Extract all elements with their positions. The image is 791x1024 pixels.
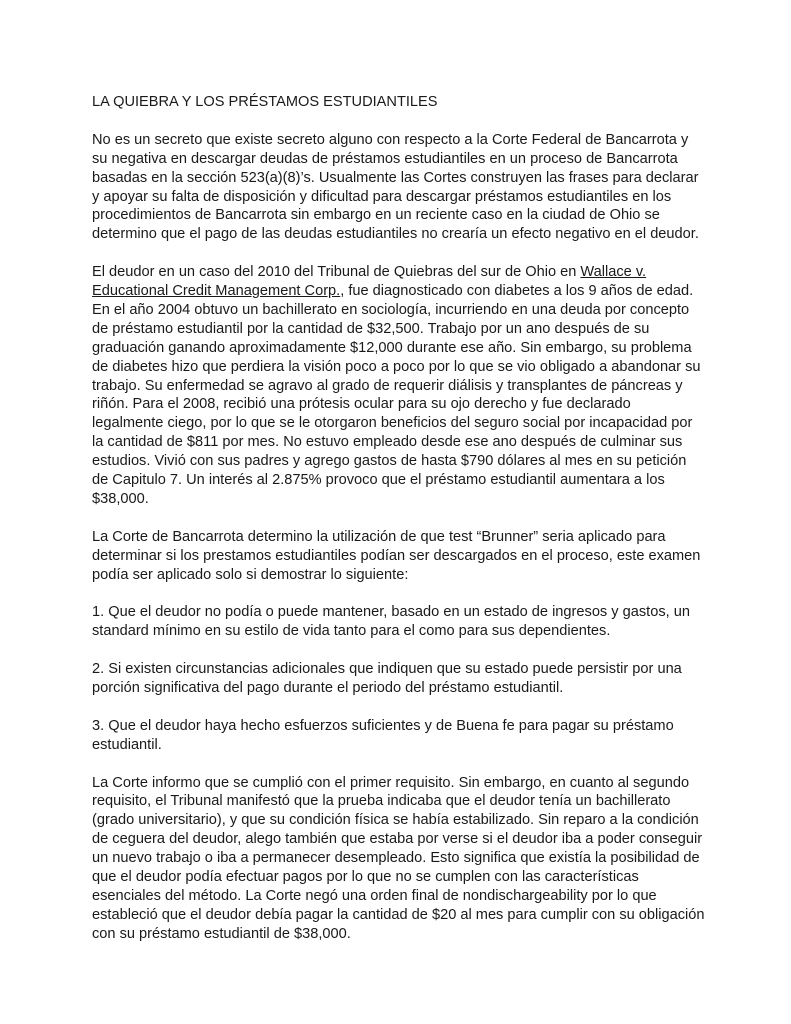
paragraph-case-lead: El deudor en un caso del 2010 del Tribunal de Quiebras del sur de Ohio en xyxy=(92,264,581,281)
paragraph-brunner-test: La Corte de Bancarrota determino la utilización de que test “Brunner” seria aplicado para determinar si los prestamos estudiantiles podían ser descargados en el proceso, este examen podía ser aplicado solo si demostrar lo siguiente: xyxy=(92,528,701,583)
document-title: LA QUIEBRA Y LOS PRÉSTAMOS ESTUDIANTILES xyxy=(92,94,438,110)
requirement-item-1: 1. Que el deudor no podía o puede mantener, basado en un estado de ingresos y gastos, un standard mínimo en su estilo de vida tanto para el como para sus dependientes. xyxy=(92,604,690,640)
case-citation-link[interactable]: Wallace v. Educational Credit Management Corp. xyxy=(92,264,647,300)
paragraph-court-ruling: La Corte informo que se cumplió con el primer requisito. Sin embargo, en cuanto al segundo requisito, el Tribunal manifestó que la prueba indicaba que el deudor tenía un bachillerato (grado universitario), y que su condición física se había estabilizado. Sin reparo a la condición de ceguera del deudor, alego también que estaba por verse si el deudor iba a poder conseguir un nuevo trabajo o iba a permanecer desempleado. Esto significa que existía la posibilidad de que el deudor podía efectuar pagos por lo que no se cumplen con las características esenciales del método. La Corte negó una orden final de nondischargeability por lo que estableció que el deudor debía pagar la cantidad de $20 al mes para cumplir con su obligación con su préstamo estudiantil de $38,000. xyxy=(92,774,705,942)
requirement-item-3: 3. Que el deudor haya hecho esfuerzos suficientes y de Buena fe para pagar su préstamo estudiantil. xyxy=(92,717,674,753)
paragraph-intro: No es un secreto que existe secreto alguno con respecto a la Corte Federal de Bancarrota y su negativa en descargar deudas de préstamos estudiantiles en un proceso de Bancarrota basadas en la sección 523(a)(8)’s. Usualmente las Cortes construyen las frases para declarar y apoyar su falta de disposición y dificultad para descargar préstamos estudiantiles en los procedimientos de Bancarrota sin embargo en un reciente caso en la ciudad de Ohio se determino que el pago de las deudas estudiantiles no crearía un efecto negativo en el deudor. xyxy=(92,131,699,243)
paragraph-case-body: , fue diagnosticado con diabetes a los 9 años de edad. En el año 2004 obtuvo un bachillerato en sociología, incurriendo en una deuda por concepto de préstamo estudiantil por la cantidad de $32,500. Trabajo por un ano después de su graduación ganando aproximadamente $12,000 durante ese año. Sin embargo, su problema de diabetes hizo que perdiera la visión poco a poco por lo que se vio obligado a abandonar su trabajo. Su enfermedad se agravo al grado de requerir diálisis y transplantes de páncreas y riñón. Para el 2008, recibió una prótesis ocular para su ojo derecho y fue declarado legalmente ciego, por lo que se le otorgaron beneficios del seguro social por incapacidad por la cantidad de $811 por mes. No estuvo empleado desde ese ano después de culminar sus estudios. Vivió con sus padres y agrego gastos de hasta $790 dólares al mes en su petición de Capitulo 7. Un interés al 2.875% provoco que el préstamo estudiantil aumentara a los $38,000. xyxy=(92,283,701,507)
requirement-item-2: 2. Si existen circunstancias adicionales que indiquen que su estado puede persistir por una porción significativa del pago durante el periodo del préstamo estudiantil. xyxy=(92,661,682,697)
document-page xyxy=(92,93,706,963)
paragraph-case xyxy=(92,263,706,509)
